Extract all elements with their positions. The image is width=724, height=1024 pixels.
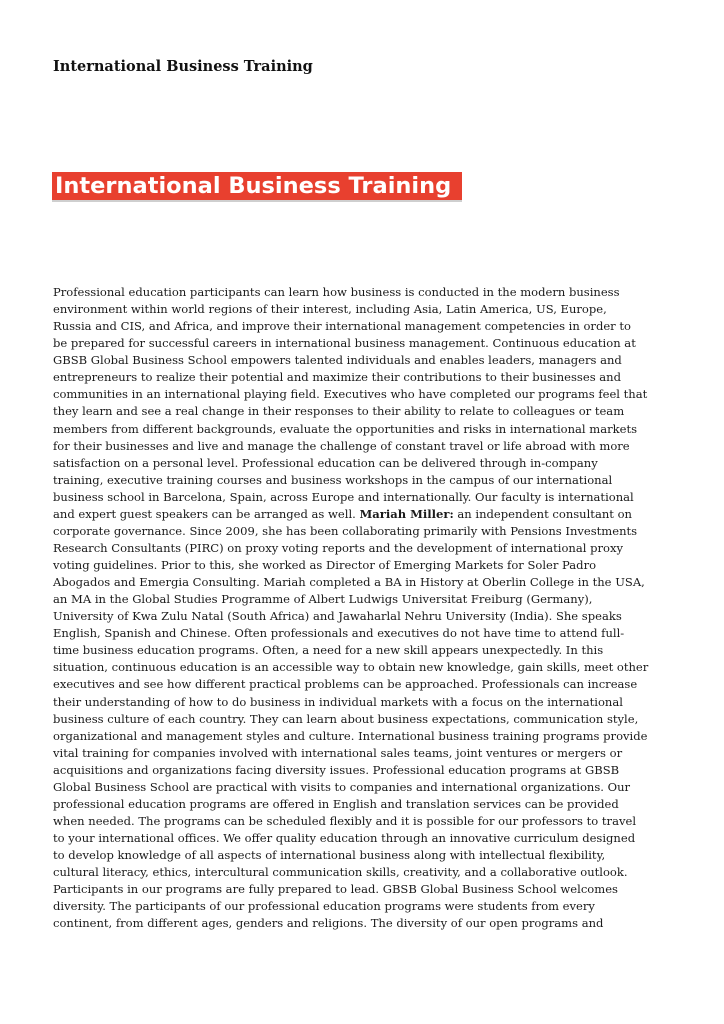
text-line: they learn and see a real change in their responses to their ability to relate to colleagues or team bbox=[53, 404, 625, 419]
text-line: organizational and management styles and culture. International business training programs provide bbox=[53, 728, 648, 743]
text-line: GBSB Global Business School empowers talented individuals and enables leaders, managers and bbox=[53, 353, 622, 368]
running-header: International Business Training bbox=[53, 58, 313, 75]
body-paragraph bbox=[53, 284, 677, 932]
text-line: to develop knowledge of all aspects of international business along with intellectual flexibility, bbox=[53, 848, 606, 863]
text-line: Russia and CIS, and Africa, and improve their international management competencies in order to bbox=[53, 319, 631, 334]
text-line: Participants in our programs are fully prepared to lead. GBSB Global Business School welcomes bbox=[53, 882, 618, 897]
text-line: an MA in the Global Studies Programme of Albert Ludwigs Universitat Freiburg (Germany), bbox=[53, 592, 593, 607]
text-line: time business education programs. Often, a need for a new skill appears unexpectedly. In this bbox=[53, 643, 604, 658]
text-line: communities in an international playing field. Executives who have completed our programs feel that bbox=[53, 387, 648, 402]
text-line: University of Kwa Zulu Natal (South Africa) and Jawaharlal Nehru University (India). She speaks bbox=[53, 609, 622, 624]
page-title: International Business Training bbox=[52, 172, 462, 202]
text-line: their understanding of how to do business in individual markets with a focus on the international bbox=[53, 694, 623, 709]
text-line: to your international offices. We offer quality education through an innovative curriculum designed bbox=[53, 831, 636, 845]
text-line: voting guidelines. Prior to this, she worked as Director of Emerging Markets for Soler Padro bbox=[53, 558, 597, 572]
text-line: executives and see how different practical problems can be approached. Professionals can increase bbox=[53, 677, 638, 692]
text-run: and expert guest speakers can be arranged as well. bbox=[53, 506, 360, 521]
consultant-name: Mariah Miller: bbox=[359, 506, 454, 521]
text-line: professional education programs are offered in English and translation services can be provided bbox=[53, 796, 619, 811]
text-line: diversity. The participants of our professional education programs were students from every bbox=[53, 899, 595, 914]
text-line: environment within world regions of their interest, including Asia, Latin America, US, Europe, bbox=[53, 302, 607, 317]
text-line: corporate governance. Since 2009, she has been collaborating primarily with Pensions Investments bbox=[53, 523, 638, 538]
text-line: Research Consultants (PIRC) on proxy voting reports and the development of international proxy bbox=[53, 540, 623, 555]
text-run: an independent consultant on bbox=[453, 506, 632, 521]
text-line: when needed. The programs can be scheduled flexibly and it is possible for our professors to travel bbox=[53, 813, 637, 828]
text-line: cultural literacy, ethics, intercultural communication skills, creativity, and a collaborative outlook. bbox=[53, 865, 628, 880]
text-line: English, Spanish and Chinese. Often professionals and executives do not have time to attend full- bbox=[53, 626, 625, 641]
text-line: entrepreneurs to realize their potential and maximize their contributions to their businesses and bbox=[53, 370, 621, 385]
text-line: members from different backgrounds, evaluate the opportunities and risks in international markets bbox=[53, 421, 638, 436]
text-line: Global Business School are practical with visits to companies and international organizations. Our bbox=[53, 779, 631, 794]
text-line: Abogados and Emergia Consulting. Mariah completed a BA in History at Oberlin College in the USA, bbox=[53, 575, 645, 590]
text-line: business culture of each country. They can learn about business expectations, communication style, bbox=[53, 711, 639, 726]
text-line: situation, continuous education is an accessible way to obtain new knowledge, gain skills, meet other bbox=[53, 660, 649, 675]
text-line bbox=[53, 506, 677, 523]
text-line: continent, from different ages, genders and religions. The diversity of our open programs and bbox=[53, 916, 604, 931]
text-line: training, executive training courses and business workshops in the campus of our international bbox=[53, 472, 613, 487]
text-line: vital training for companies involved with international sales teams, joint ventures or mergers or bbox=[53, 745, 623, 760]
text-line: for their businesses and live and manage the challenge of constant travel or life abroad with more bbox=[53, 438, 630, 453]
text-line: business school in Barcelona, Spain, across Europe and internationally. Our faculty is international bbox=[53, 489, 634, 504]
text-line: Professional education participants can learn how business is conducted in the modern business bbox=[53, 285, 620, 299]
text-line: acquisitions and organizations facing diversity issues. Professional education programs at GBSB bbox=[53, 762, 620, 777]
text-line: be prepared for successful careers in international business management. Continuous education at bbox=[53, 336, 636, 351]
text-line: satisfaction on a personal level. Professional education can be delivered through in-company bbox=[53, 455, 598, 470]
